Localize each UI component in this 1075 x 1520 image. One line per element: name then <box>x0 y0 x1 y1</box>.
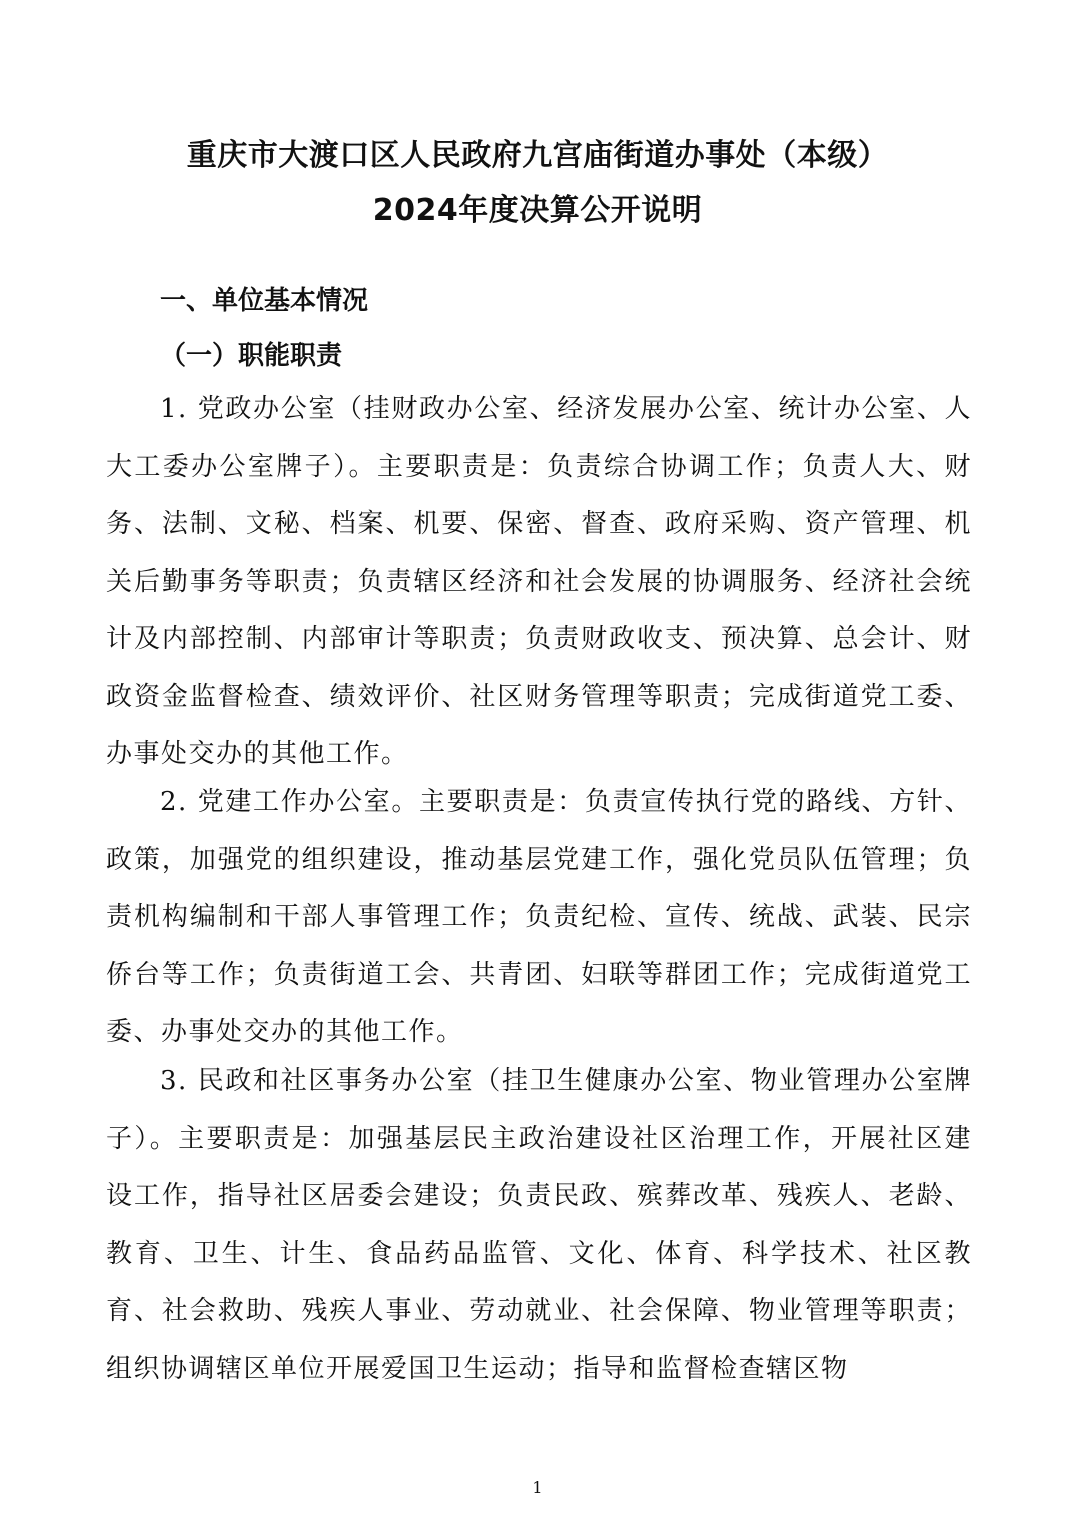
subsection-heading: （一）职能职责 <box>160 341 343 371</box>
paragraph-civil-affairs-office: 3. 民政和社区事务办公室（挂卫生健康办公室、物业管理办公室牌子）。主要职责是：加强基层民主政治建设社区治理工作，开展社区建设工作，指导社区居委会建设；负责民政、殡葬改革、残疾人、老龄、教育、卫生、计生、食品药品监管、文化、体育、科学技术、社区教育、社会救助、残疾人事业、劳动就业、社会保障、物业管理等职责；组织协调辖区单位开展爱国卫生运动；指导和监督检查辖区物 <box>106 1066 972 1384</box>
paragraph-party-building-office: 2. 党建工作办公室。主要职责是：负责宣传执行党的路线、方针、政策，加强党的组织建设，推动基层党建工作，强化党员队伍管理；负责机构编制和干部人事管理工作；负责纪检、宣传、统战、武装、民宗侨台等工作；负责街道工会、共青团、妇联等群团工作；完成街道党工委、办事处交办的其他工作。 <box>106 787 972 1047</box>
section-heading: 一、单位基本情况 <box>160 286 369 316</box>
paragraph-party-government-office: 1. 党政办公室（挂财政办公室、经济发展办公室、统计办公室、人大工委办公室牌子）。主要职责是：负责综合协调工作；负责人大、财务、法制、文秘、档案、机要、保密、督查、政府采购、资产管理、机关后勤事务等职责；负责辖区经济和社会发展的协调服务、经济社会统计及内部控制、内部审计等职责；负责财政收支、预决算、总会计、财政资金监督检查、绩效评价、社区财务管理等职责；完成街道党工委、办事处交办的其他工作。 <box>106 394 972 769</box>
document-title-line-2: 2024年度决算公开说明 <box>372 193 703 228</box>
document-title-line-1: 重庆市大渡口区人民政府九宫庙街道办事处（本级） <box>186 138 889 173</box>
page-number: 1 <box>532 1478 543 1497</box>
